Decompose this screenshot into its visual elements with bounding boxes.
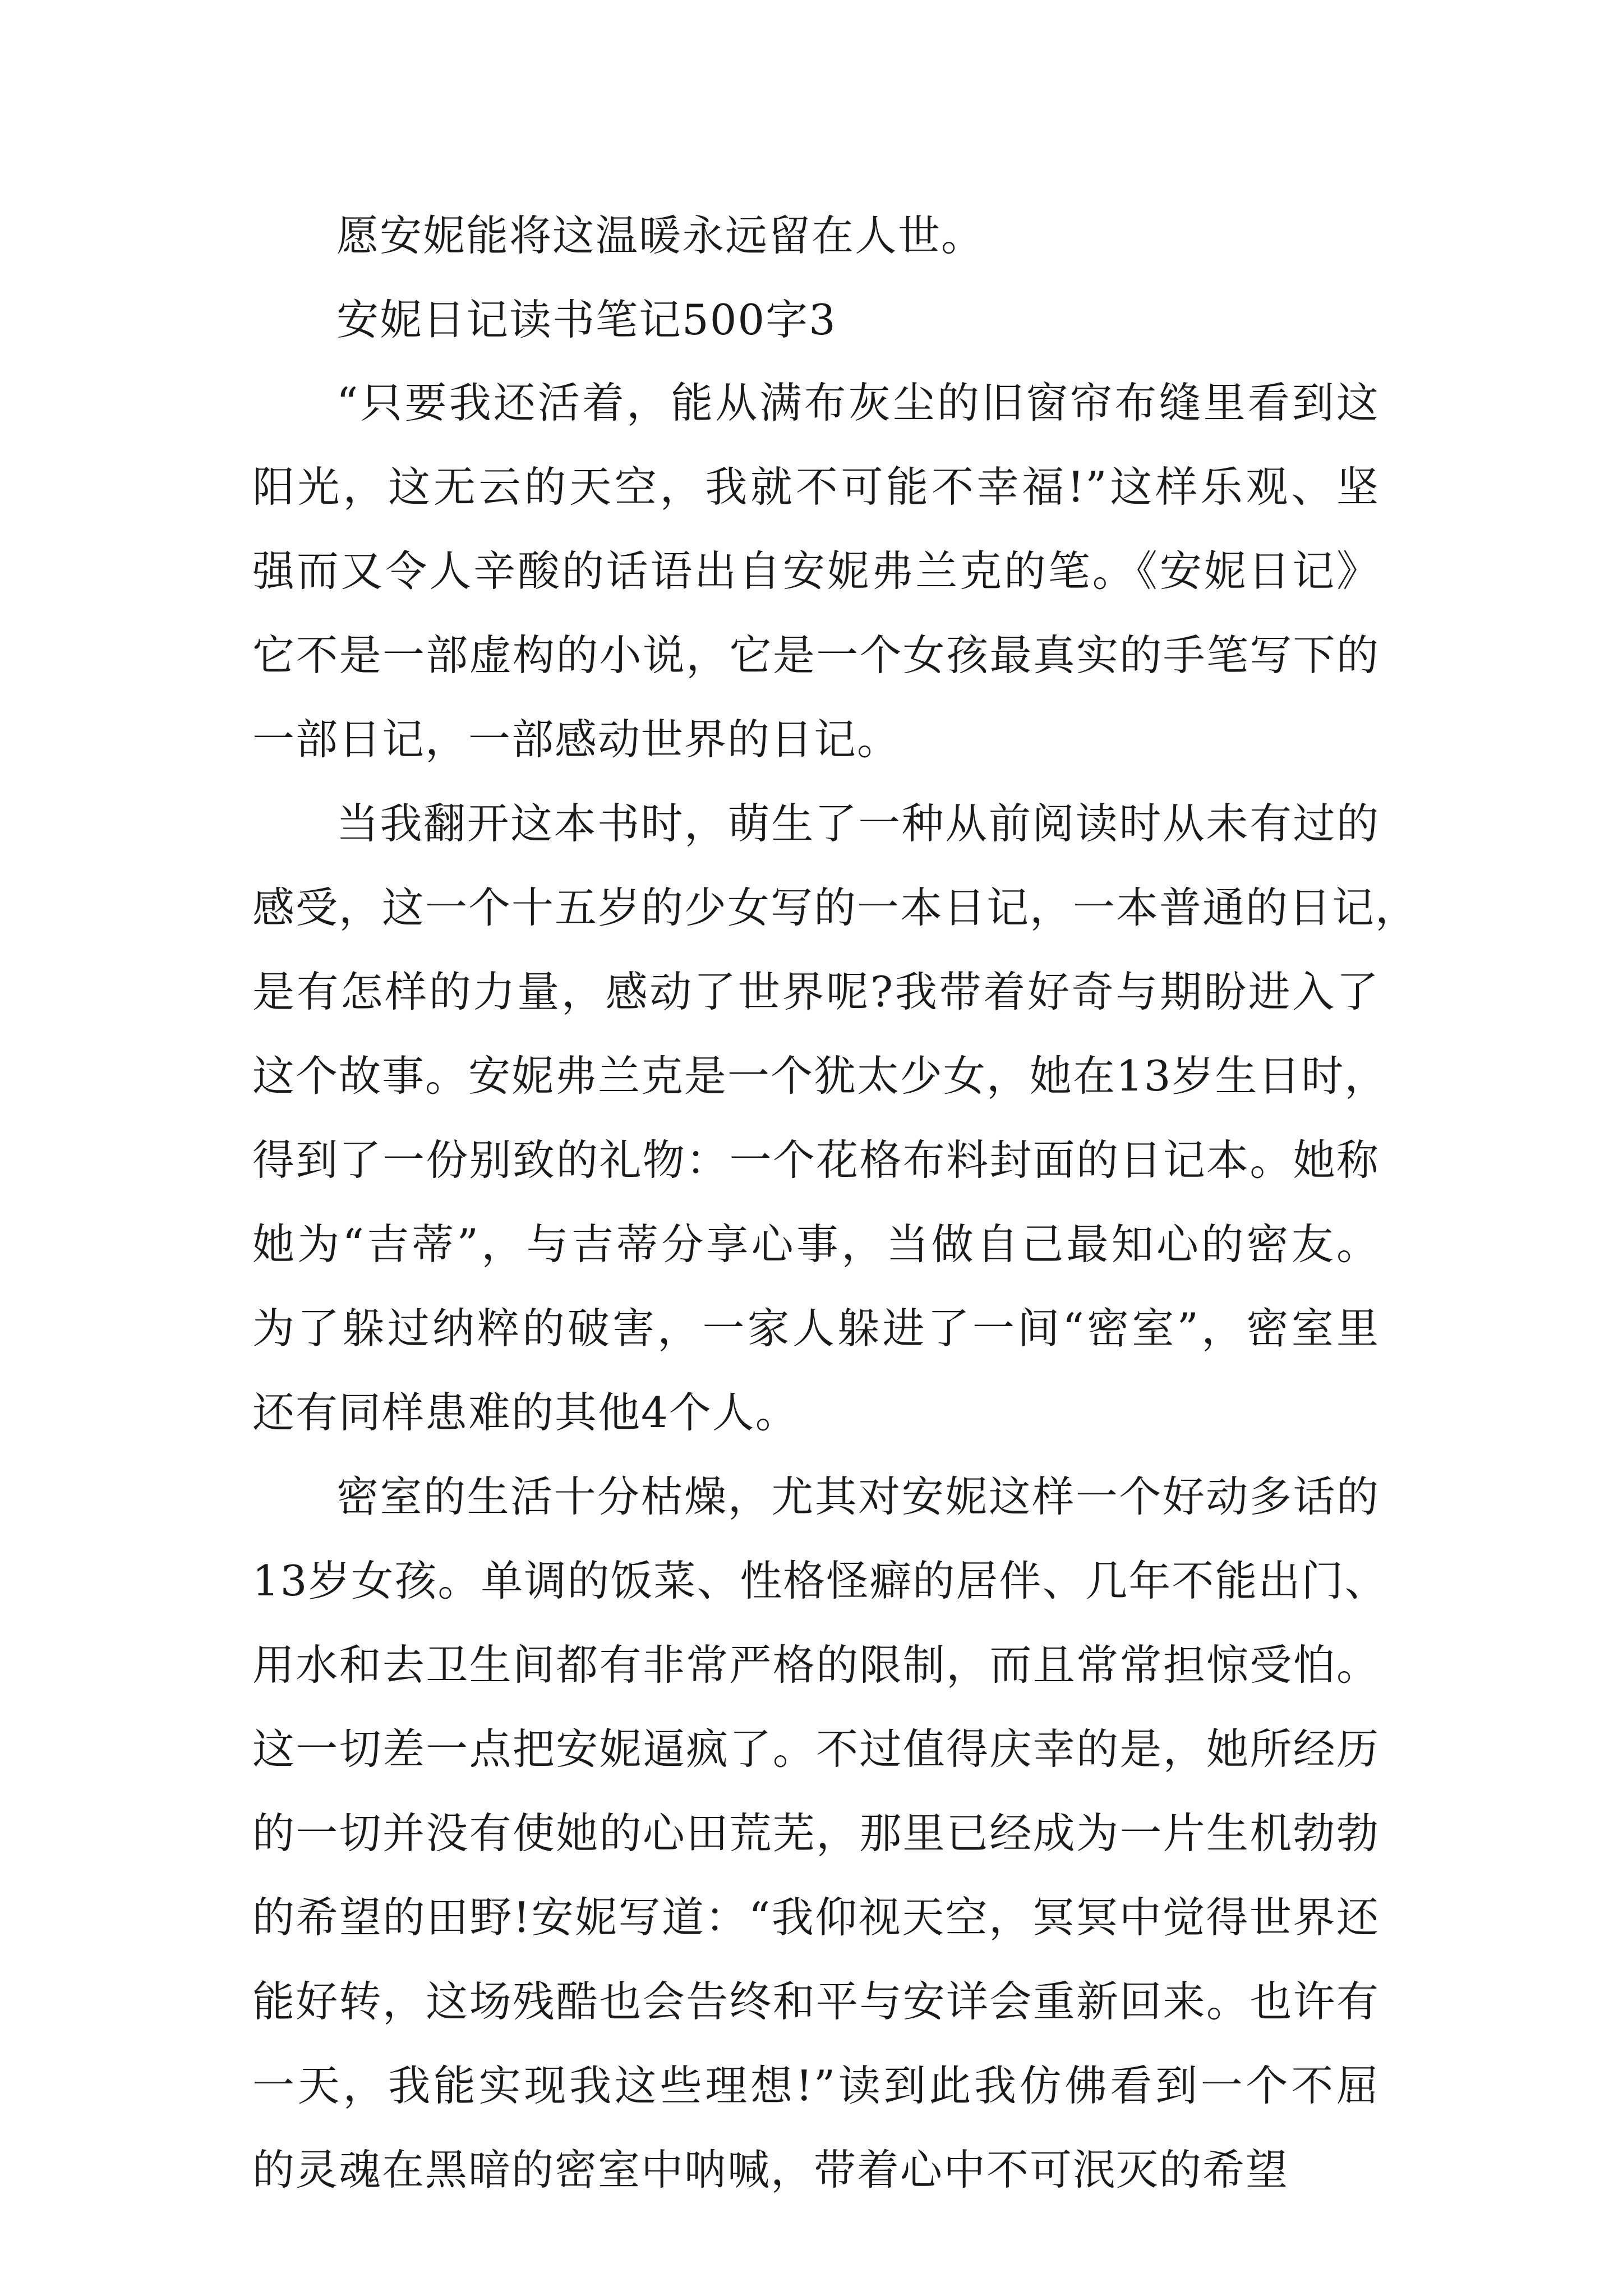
paragraph-2-line-1: 当我翻开这本书时，萌生了一种从前阅读时从未有过的 — [336, 799, 1380, 848]
paragraph-2-line-6: 她为“吉蒂”，与吉蒂分享心事，当做自己最知心的密友。 — [252, 1220, 1380, 1269]
paragraph-1-line-4: 它不是一部虚构的小说，它是一个女孩最真实的手笔写下的 — [252, 631, 1380, 680]
paragraph-3-line-6: 的希望的田野!安妮写道：“我仰视天空，冥冥中觉得世界还 — [252, 1893, 1380, 1942]
paragraph-3-line-2: 13岁女孩。单调的饭菜、性格怪癖的居伴、几年不能出门、 — [252, 1556, 1388, 1605]
paragraph-1-line-3: 强而又令人辛酸的话语出自安妮弗兰克的笔。《安妮日记》 — [252, 546, 1380, 596]
paragraph-1-line-5: 一部日记，一部感动世界的日记。 — [252, 715, 901, 764]
paragraph-3-line-4: 这一切差一点把安妮逼疯了。不过值得庆幸的是，她所经历 — [252, 1724, 1380, 1774]
paragraph-3-line-1: 密室的生活十分枯燥，尤其对安妮这样一个好动多话的 — [336, 1472, 1380, 1521]
paragraph-3-line-7: 能好转，这场残酷也会告终和平与安详会重新回来。也许有 — [252, 1977, 1380, 2026]
paragraph-3-line-5: 的一切并没有使她的心田荒芜，那里已经成为一片生机勃勃 — [252, 1809, 1380, 1858]
paragraph-2-line-7: 为了躲过纳粹的破害，一家人躲进了一间“密室”，密室里 — [252, 1304, 1380, 1353]
section-heading: 安妮日记读书笔记500字3 — [336, 295, 837, 344]
paragraph-2-line-5: 得到了一份别致的礼物：一个花格布料封面的日记本。她称 — [252, 1135, 1380, 1185]
paragraph-2-line-2: 感受，这一个十五岁的少女写的一本日记，一本普通的日记， — [252, 883, 1419, 932]
paragraph-2-line-3: 是有怎样的力量，感动了世界呢?我带着好奇与期盼进入了 — [252, 967, 1380, 1016]
paragraph-1-line-2: 阳光，这无云的天空，我就不可能不幸福!”这样乐观、坚 — [252, 462, 1380, 512]
paragraph-2-line-8: 还有同样患难的其他4个人。 — [252, 1388, 799, 1437]
paragraph-3-line-9: 的灵魂在黑暗的密室中呐喊，带着心中不可泯灭的希望 — [252, 2145, 1289, 2194]
paragraph-3-line-3: 用水和去卫生间都有非常严格的限制，而且常常担惊受怕。 — [252, 1640, 1380, 1690]
paragraph-2-line-4: 这个故事。安妮弗兰克是一个犹太少女，她在13岁生日时， — [252, 1051, 1388, 1101]
paragraph-closing-line: 愿安妮能将这温暖永远留在人世。 — [336, 211, 985, 260]
paragraph-1-line-1: “只要我还活着，能从满布灰尘的旧窗帘布缝里看到这 — [336, 378, 1380, 427]
paragraph-3-line-8: 一天，我能实现我这些理想!”读到此我仿佛看到一个不屈 — [252, 2061, 1380, 2110]
